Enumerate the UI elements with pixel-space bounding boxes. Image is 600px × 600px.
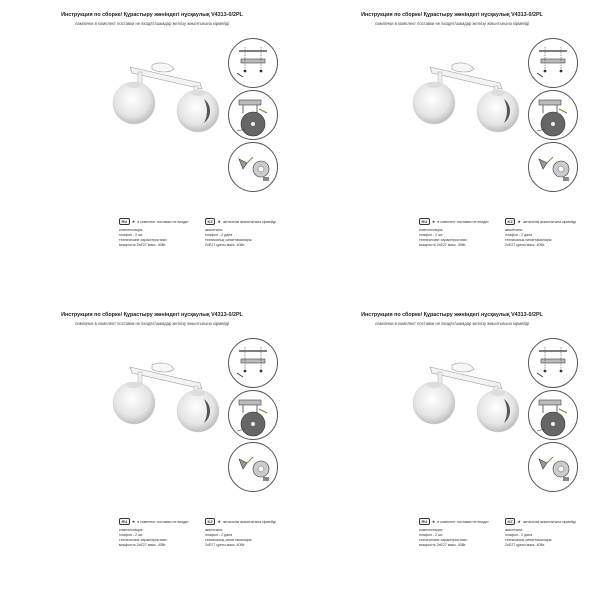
- kz-code-badge: KZ: [205, 218, 215, 225]
- ru-tech-label: технические характеристики:: [119, 238, 168, 242]
- mounting-step-1-diagram: [228, 338, 278, 388]
- star-icon: ★: [131, 219, 136, 224]
- ru-tech-value: мощность 2хE27 макс. 40Вт.: [119, 543, 167, 547]
- instruction-title: Инструкция по сборке/ Құрастыру жөніндегі нұсқаулық V4313-0/2PL: [361, 312, 543, 318]
- spec-ru-block: [419, 218, 507, 248]
- ru-kit-value: плафон - 2 шт.: [119, 233, 144, 237]
- ru-tech-label: технические характеристики:: [419, 238, 468, 242]
- instruction-subtitle: лампочки в комплект поставки не входят/шамдар жеткізу жиынтығына кірмейді: [74, 21, 230, 26]
- kz-kit-value: плафон - 2 дана: [205, 233, 233, 237]
- lamp-illustration: [408, 355, 528, 435]
- ru-code-badge: RU: [119, 218, 130, 225]
- ru-tech-value: мощность 2хE27 макс. 40Вт.: [419, 243, 467, 247]
- instruction-title: Инструкция по сборке/ Құрастыру жөніндегі нұсқаулық V4313-0/2PL: [61, 312, 243, 318]
- mounting-step-2-diagram: [228, 390, 278, 440]
- kz-tech-label: техникалық сипаттамалары:: [505, 238, 553, 242]
- ru-kit-value: плафон - 2 шт.: [419, 233, 444, 237]
- ru-tech-label: технические характеристики:: [119, 538, 168, 542]
- star-icon: ★: [217, 519, 221, 524]
- mounting-step-1-diagram: [528, 38, 578, 88]
- instruction-subtitle: лампочки в комплект поставки не входят/шамдар жеткізу жиынтығына кірмейді: [74, 321, 230, 326]
- ru-tech-label: технические характеристики:: [419, 538, 468, 542]
- mounting-step-2-diagram: [528, 390, 578, 440]
- instruction-panel-2: [300, 0, 600, 300]
- ru-kit-label: комплектация:: [119, 228, 144, 232]
- star-icon: ★: [217, 219, 221, 224]
- kz-note: жеткізілім жиынтығына кірмейді: [222, 520, 276, 524]
- instruction-panel-1: [0, 0, 300, 300]
- instruction-subtitle: лампочки в комплект поставки не входят/шамдар жеткізу жиынтығына кірмейді: [374, 21, 530, 26]
- ru-tech-value: мощность 2хE27 макс. 40Вт.: [119, 243, 167, 247]
- instruction-panel-4: [300, 300, 600, 600]
- kz-tech-label: техникалық сипаттамалары:: [205, 538, 253, 542]
- ru-code-badge: RU: [119, 518, 130, 525]
- spec-kz-block: [205, 218, 297, 248]
- kz-kit-value: плафон - 2 дана: [505, 533, 533, 537]
- lamp-illustration: [408, 55, 528, 135]
- kz-kit-label: жиынтығы:: [205, 528, 224, 532]
- ru-kit-label: комплектация:: [419, 528, 444, 532]
- mounting-step-3-diagram: [228, 142, 278, 192]
- instruction-panel-3: [0, 300, 300, 600]
- spec-ru-block: [119, 518, 207, 548]
- kz-note: жеткізілім жиынтығына кірмейді: [222, 220, 276, 224]
- spec-kz-block: [505, 518, 597, 548]
- kz-tech-label: техникалық сипаттамалары:: [505, 538, 553, 542]
- lamp-illustration: [108, 355, 228, 435]
- ru-note: в комплект поставки не входит: [437, 220, 489, 224]
- kz-tech-value: 2хE27 қуаты макс. 40Вт.: [505, 243, 546, 247]
- kz-code-badge: KZ: [205, 518, 215, 525]
- kz-tech-value: 2хE27 қуаты макс. 40Вт.: [205, 543, 246, 547]
- mounting-step-2-diagram: [228, 90, 278, 140]
- spec-kz-block: [205, 518, 297, 548]
- ru-kit-label: комплектация:: [119, 528, 144, 532]
- mounting-step-3-diagram: [528, 442, 578, 492]
- ru-code-badge: RU: [419, 218, 430, 225]
- mounting-step-2-diagram: [528, 90, 578, 140]
- star-icon: ★: [131, 519, 136, 524]
- instruction-title: Инструкция по сборке/ Құрастыру жөніндегі нұсқаулық V4313-0/2PL: [361, 12, 543, 18]
- ru-kit-label: комплектация:: [419, 228, 444, 232]
- ru-note: в комплект поставки не входит: [137, 520, 189, 524]
- kz-code-badge: KZ: [505, 218, 515, 225]
- ru-kit-value: плафон - 2 шт.: [419, 533, 444, 537]
- star-icon: ★: [431, 519, 436, 524]
- ru-kit-value: плафон - 2 шт.: [119, 533, 144, 537]
- kz-kit-label: жиынтығы:: [205, 228, 224, 232]
- mounting-step-1-diagram: [528, 338, 578, 388]
- kz-tech-value: 2хE27 қуаты макс. 40Вт.: [505, 543, 546, 547]
- kz-kit-label: жиынтығы:: [505, 228, 524, 232]
- star-icon: ★: [517, 219, 521, 224]
- instruction-subtitle: лампочки в комплект поставки не входят/шамдар жеткізу жиынтығына кірмейді: [374, 321, 530, 326]
- spec-ru-block: [119, 218, 207, 248]
- kz-kit-value: плафон - 2 дана: [205, 533, 233, 537]
- kz-note: жеткізілім жиынтығына кірмейді: [522, 220, 576, 224]
- kz-note: жеткізілім жиынтығына кірмейді: [522, 520, 576, 524]
- ru-note: в комплект поставки не входит: [437, 520, 489, 524]
- kz-code-badge: KZ: [505, 518, 515, 525]
- mounting-step-3-diagram: [228, 442, 278, 492]
- ru-note: в комплект поставки не входит: [137, 220, 189, 224]
- kz-kit-label: жиынтығы:: [505, 528, 524, 532]
- kz-tech-value: 2хE27 қуаты макс. 40Вт.: [205, 243, 246, 247]
- ru-tech-value: мощность 2хE27 макс. 40Вт.: [419, 543, 467, 547]
- ru-code-badge: RU: [419, 518, 430, 525]
- kz-tech-label: техникалық сипаттамалары:: [205, 238, 253, 242]
- lamp-illustration: [108, 55, 228, 135]
- kz-kit-value: плафон - 2 дана: [505, 233, 533, 237]
- mounting-step-3-diagram: [528, 142, 578, 192]
- star-icon: ★: [517, 519, 521, 524]
- star-icon: ★: [431, 219, 436, 224]
- instruction-title: Инструкция по сборке/ Құрастыру жөніндегі нұсқаулық V4313-0/2PL: [61, 12, 243, 18]
- mounting-step-1-diagram: [228, 38, 278, 88]
- spec-kz-block: [505, 218, 597, 248]
- spec-ru-block: [419, 518, 507, 548]
